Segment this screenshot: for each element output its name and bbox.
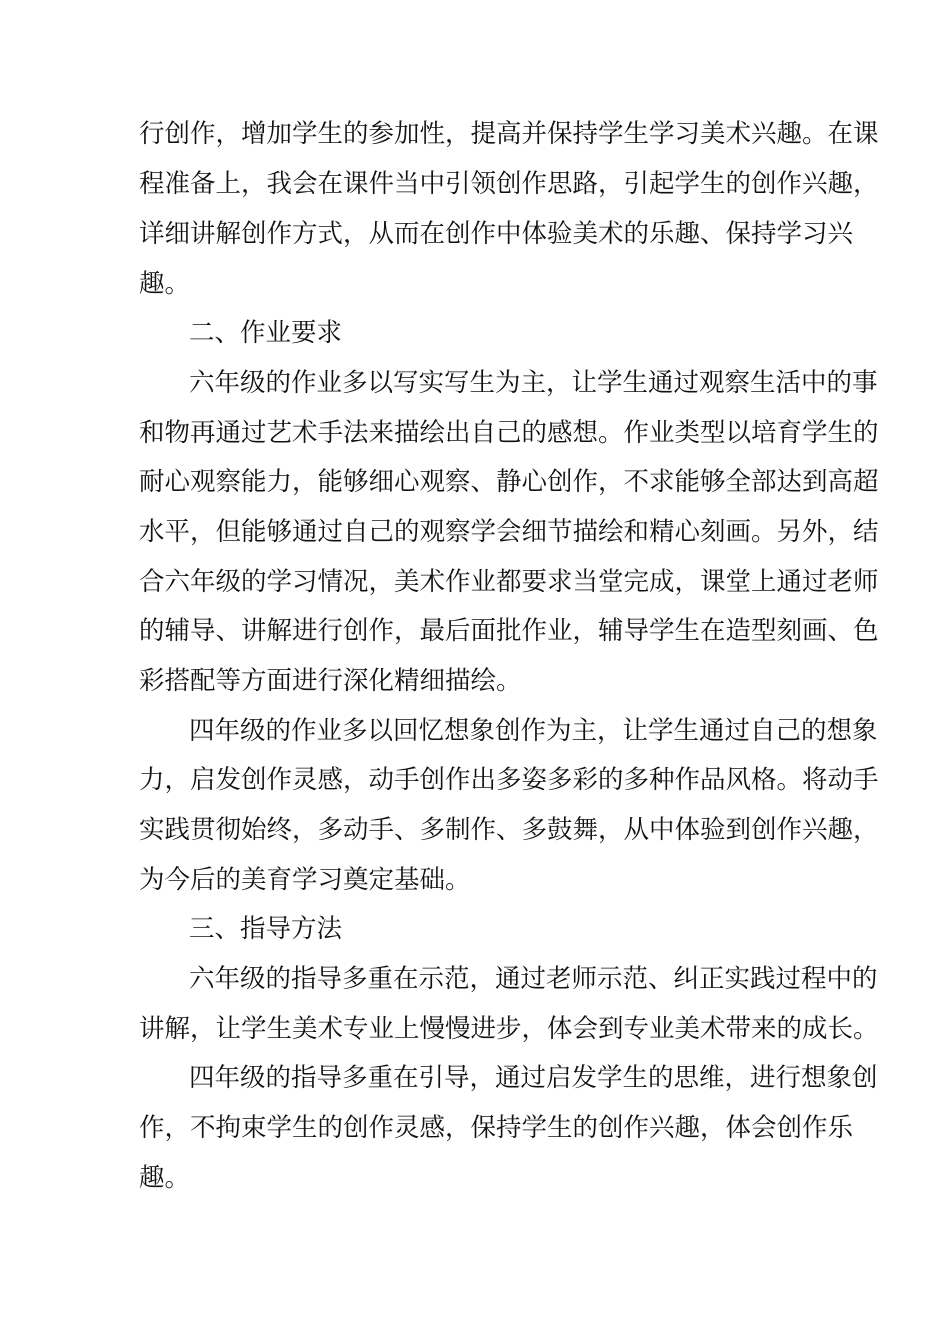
paragraph-line: 趣。 xyxy=(139,1163,191,1193)
paragraph-line: 和物再通过艺术手法来描绘出自己的感想。作业类型以培育学生的 xyxy=(139,418,879,448)
paragraph-line: 水平，但能够通过自己的观察学会细节描绘和精心刻画。另外，结 xyxy=(139,517,879,547)
paragraph-line: 为今后的美育学习奠定基础。 xyxy=(139,865,471,895)
section-heading: 二、作业要求 xyxy=(189,318,343,348)
paragraph-line: 实践贯彻始终，多动手、多制作、多鼓舞，从中体验到创作兴趣， xyxy=(139,815,879,845)
paragraph-line: 讲解，让学生美术专业上慢慢进步，体会到专业美术带来的成长。 xyxy=(139,1014,879,1044)
paragraph-line: 四年级的指导多重在引导，通过启发学生的思维，进行想象创 xyxy=(189,1063,878,1093)
paragraph-line: 合六年级的学习情况，美术作业都要求当堂完成，课堂上通过老师 xyxy=(139,567,879,597)
section-heading: 三、指导方法 xyxy=(189,914,343,944)
paragraph-line: 趣。 xyxy=(139,269,191,299)
paragraph-line: 行创作，增加学生的参加性，提高并保持学生学习美术兴趣。在课 xyxy=(139,119,879,149)
paragraph-line: 作，不拘束学生的创作灵感，保持学生的创作兴趣，体会创作乐 xyxy=(139,1113,854,1143)
paragraph-line: 四年级的作业多以回忆想象创作为主，让学生通过自己的想象 xyxy=(189,716,878,746)
paragraph-line: 详细讲解创作方式，从而在创作中体验美术的乐趣、保持学习兴 xyxy=(139,219,854,249)
paragraph-line: 六年级的指导多重在示范，通过老师示范、纠正实践过程中的 xyxy=(189,964,878,994)
paragraph-line: 彩搭配等方面进行深化精细描绘。 xyxy=(139,666,522,696)
paragraph-line: 力，启发创作灵感，动手创作出多姿多彩的多种作品风格。将动手 xyxy=(139,765,879,795)
paragraph-line: 程准备上，我会在课件当中引领创作思路，引起学生的创作兴趣， xyxy=(139,169,879,199)
paragraph-line: 耐心观察能力，能够细心观察、静心创作，不求能够全部达到高超 xyxy=(139,467,879,497)
paragraph-line: 的辅导、讲解进行创作，最后面批作业，辅导学生在造型刻画、色 xyxy=(139,616,879,646)
paragraph-line: 六年级的作业多以写实写生为主，让学生通过观察生活中的事 xyxy=(189,368,878,398)
